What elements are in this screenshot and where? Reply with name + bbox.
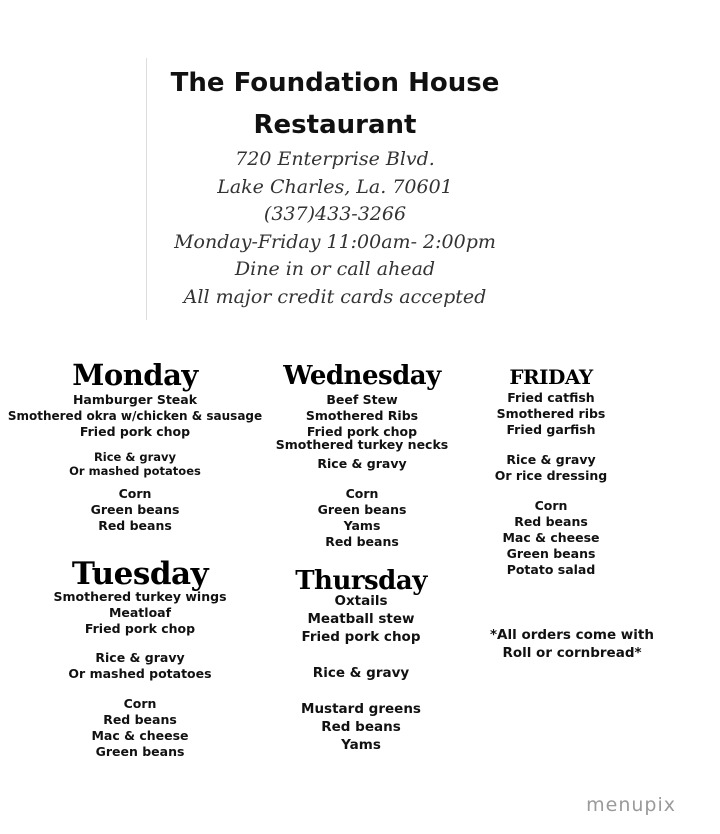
menu-item: Hamburger Steak [72,392,198,407]
note-line: Roll or cornbread* [502,645,642,661]
thursday-menu [266,566,456,754]
menu-item: Yams [343,518,381,533]
menu-item: Red beans [514,514,588,529]
menu-item: Corn [118,486,152,501]
menu-item: Rice & gravy [93,450,177,464]
menu-item: Corn [345,486,379,501]
menupix-watermark: menupix [586,794,676,816]
menu-item: Meatloaf [108,605,172,620]
menu-item: Fried garfish [506,422,596,437]
menu-item: Smothered turkey wings [53,589,227,604]
menu-item: Fried pork chop [84,621,196,636]
monday-menu [4,358,266,534]
friday-menu [476,364,626,578]
menu-item: Mac & cheese [91,728,189,743]
restaurant-header [150,62,520,311]
menu-item: Oxtails [334,593,388,609]
menu-item: Green beans [90,502,180,517]
menu-item: Red beans [321,719,401,735]
menu-item: Beef Stew [326,392,398,407]
menu-item: Or rice dressing [494,468,608,483]
day-title: FRIDAY [509,365,593,389]
menu-item: Fried pork chop [79,424,191,439]
day-title: Thursday [295,566,427,596]
menu-item: Corn [534,498,568,513]
menu-item: Fried catfish [507,390,595,405]
orders-note [482,626,662,662]
menu-item: Or mashed potatoes [69,464,201,478]
menu-item: Smothered turkey necks [275,437,449,452]
wednesday-menu [262,360,462,550]
menu-item: Green beans [506,546,596,561]
menu-item: Smothered Ribs [305,408,419,423]
menu-item: Mac & cheese [502,530,600,545]
menu-item: Potato salad [506,562,596,577]
phone: (337)433-3266 [263,203,407,225]
menu-item: Rice & gravy [506,452,596,467]
menu-item: Rice & gravy [312,665,410,681]
day-title: Tuesday [71,556,209,592]
menu-item: Mustard greens [301,701,421,717]
menu-item: Smothered okra w/chicken & sausage [7,409,263,423]
restaurant-name-line1: The Foundation House [170,68,500,98]
hours: Monday-Friday 11:00am- 2:00pm [174,230,496,253]
note-line: *All orders come with [490,627,654,643]
city: Lake Charles, La. 70601 [217,175,453,198]
address: 720 Enterprise Blvd. [235,148,435,170]
menu-item: Fried pork chop [306,424,418,439]
day-title: Wednesday [283,361,441,391]
menu-item: Rice & gravy [95,650,185,665]
menu-item: Meatball stew [307,611,415,627]
menu-item: Green beans [317,502,407,517]
day-title: Monday [72,358,198,392]
tuesday-menu [40,556,240,760]
menu-item: Red beans [325,534,399,549]
menu-item: Red beans [103,712,177,727]
divider-line [146,58,147,320]
menu-item: Yams [341,737,381,753]
restaurant-name-line2: Restaurant [253,110,417,140]
menu-item: Red beans [98,518,172,533]
menu-item: Rice & gravy [317,456,407,471]
menu-item: Corn [123,696,157,711]
menu-item: Or mashed potatoes [68,666,212,681]
menu-item: Fried pork chop [301,629,421,645]
service-note: Dine in or call ahead [234,258,436,280]
menu-item: Green beans [95,744,185,759]
payment-note: All major credit cards accepted [183,285,487,308]
menu-item: Smothered ribs [496,406,606,421]
